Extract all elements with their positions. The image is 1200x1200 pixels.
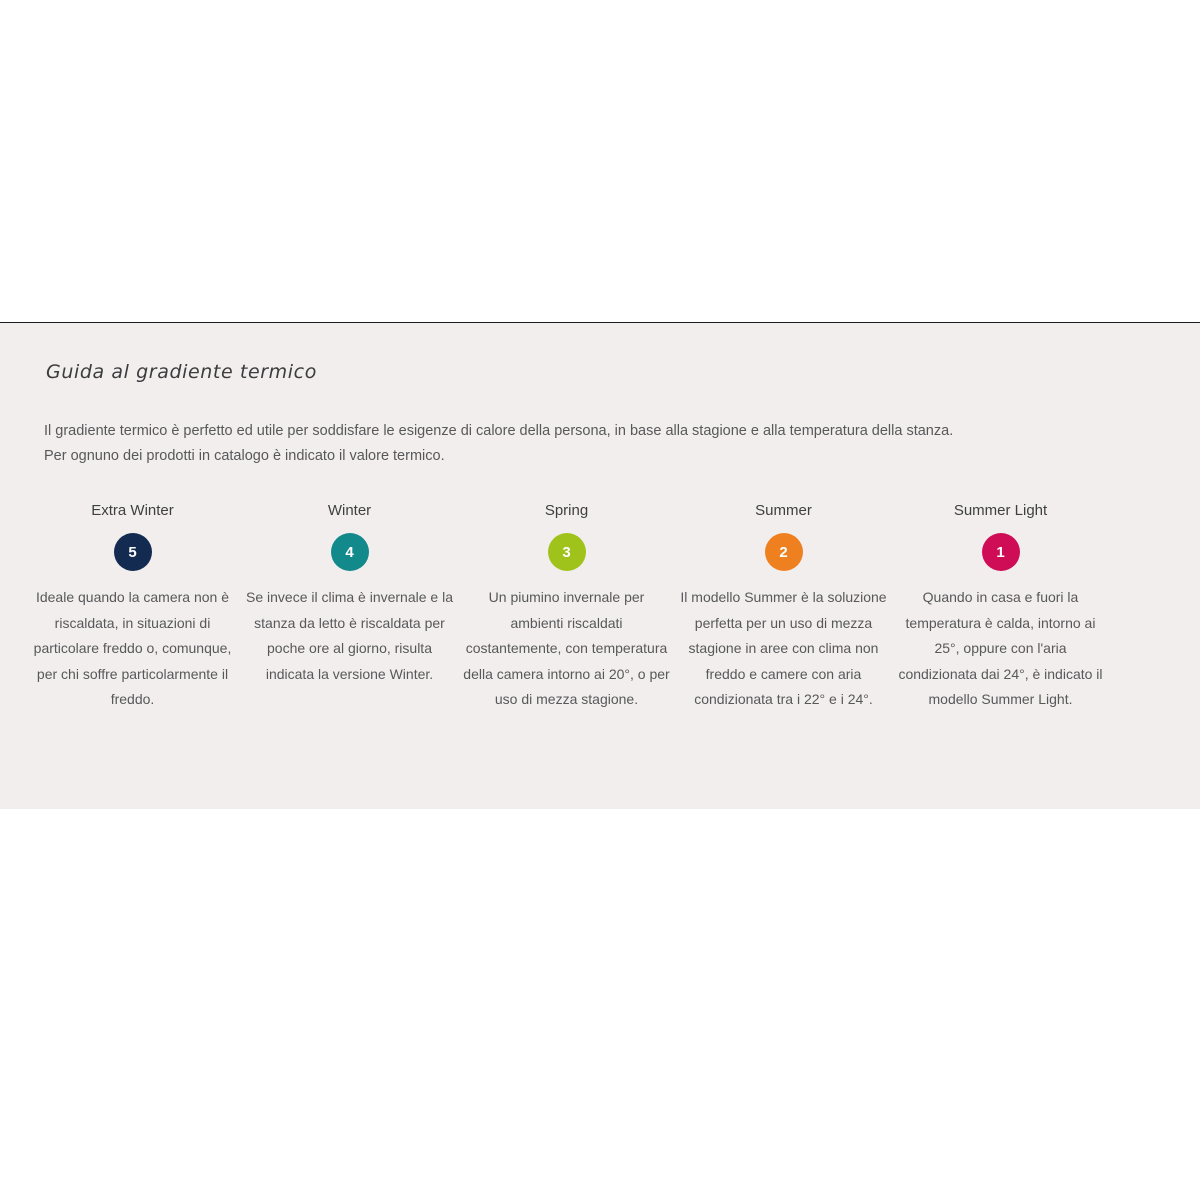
intro-line-1: Il gradiente termico è perfetto ed utile per soddisfare le esigenze di calore della persona, in base alla stagione e alla temperatura della stanza. [44, 423, 954, 439]
gradient-column-extra-winter [24, 501, 241, 713]
thermal-badge-1: 1 [982, 533, 1020, 571]
thermal-badge-5: 5 [114, 533, 152, 571]
column-description: Un piumino invernale per ambienti riscaldati costantemente, con temperatura della camera intorno ai 20°, o per uso di mezza stagione. [463, 589, 670, 707]
column-title: Winter [327, 502, 372, 519]
gradient-column-summer [675, 501, 892, 713]
column-description: Il modello Summer è la soluzione perfetta per un uso di mezza stagione in aree con clima non freddo e camere con aria condizionata tra i 22° e i 24°. [680, 589, 887, 707]
top-whitespace [0, 0, 1200, 322]
bottom-whitespace [0, 809, 1200, 1199]
thermal-badge-3: 3 [548, 533, 586, 571]
column-title: Summer [755, 502, 812, 519]
column-title: Spring [544, 502, 589, 519]
thermal-badge-2: 2 [765, 533, 803, 571]
thermal-gradient-panel [0, 322, 1200, 809]
intro-line-2: Per ognuno dei prodotti in catalogo è indicato il valore termico. [44, 448, 445, 464]
column-description: Se invece il clima è invernale e la stanza da letto è riscaldata per poche ore al giorno, risulta indicata la versione Winter. [246, 589, 453, 682]
intro-text [44, 419, 1144, 469]
gradient-column-summer-light [892, 501, 1109, 713]
column-description: Ideale quando la camera non è riscaldata, in situazioni di particolare freddo o, comunque, per chi soffre particolarmente il freddo. [33, 589, 232, 707]
column-title: Summer Light [953, 502, 1048, 519]
page-title: Guida al gradiente termico [46, 361, 317, 383]
column-title: Extra Winter [91, 502, 174, 519]
column-description: Quando in casa e fuori la temperatura è calda, intorno ai 25°, oppure con l'aria condizionata dai 24°, è indicato il modello Summer Light. [898, 589, 1103, 707]
gradient-column-spring [458, 501, 675, 713]
thermal-badge-4: 4 [331, 533, 369, 571]
gradient-column-winter [241, 501, 458, 687]
gradient-columns [24, 501, 1176, 713]
